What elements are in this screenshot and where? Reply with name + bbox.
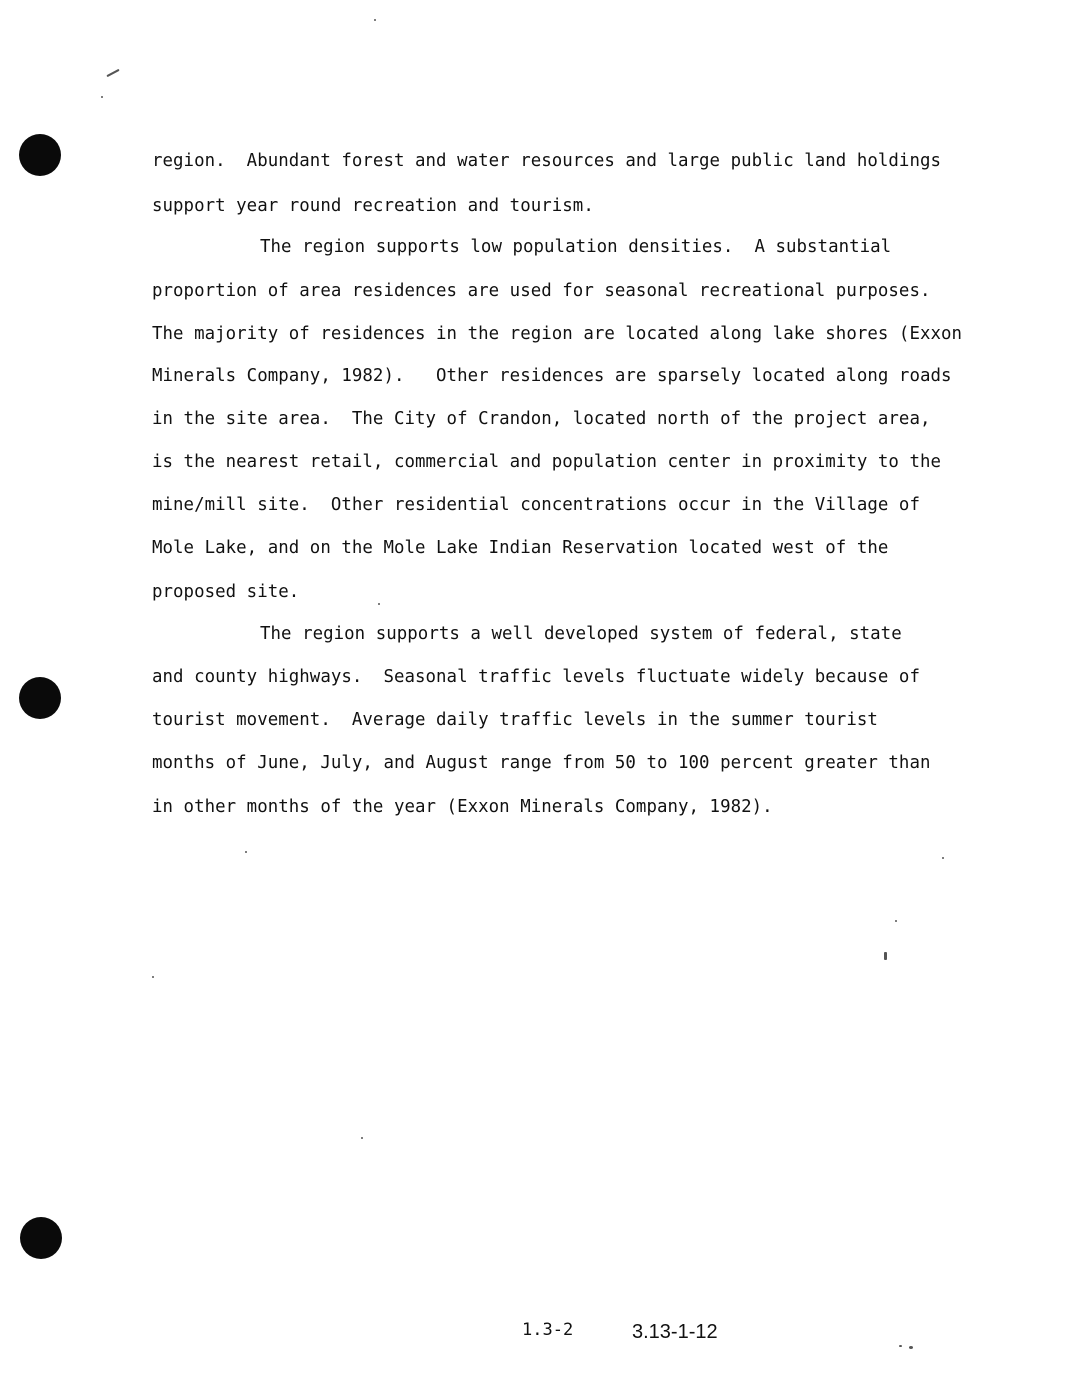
paragraph-3-line-1: The region supports a well developed system of federal, state [260, 624, 902, 644]
punch-hole-middle [19, 677, 61, 719]
scan-speck [361, 1137, 363, 1139]
scan-speck [101, 96, 103, 98]
scan-speck [378, 603, 380, 605]
paragraph-1-line-1: region. Abundant forest and water resources and large public land holdings [152, 151, 942, 171]
paragraph-1-line-2: support year round recreation and tourism. [152, 196, 594, 216]
paragraph-2-line-2: proportion of area residences are used for seasonal recreational purposes. [152, 281, 931, 301]
paragraph-3-line-3: tourist movement. Average daily traffic levels in the summer tourist [152, 710, 878, 730]
paragraph-2-line-9: proposed site. [152, 582, 300, 602]
document-id: 3.13-1-12 [632, 1321, 718, 1343]
paragraph-2-line-8: Mole Lake, and on the Mole Lake Indian Reservation located west of the [152, 538, 889, 558]
scan-speck [909, 1346, 913, 1349]
paragraph-3-line-5: in other months of the year (Exxon Minerals Company, 1982). [152, 797, 773, 817]
punch-hole-bottom [20, 1217, 62, 1259]
scan-speck [942, 857, 944, 859]
paragraph-3-line-4: months of June, July, and August range from 50 to 100 percent greater than [152, 753, 931, 773]
page-number: 1.3-2 [522, 1320, 574, 1340]
paragraph-2-line-7: mine/mill site. Other residential concentrations occur in the Village of [152, 495, 920, 515]
scan-speck [245, 851, 247, 853]
scan-mark [106, 69, 119, 77]
scan-mark [884, 952, 887, 960]
paragraph-2-line-5: in the site area. The City of Crandon, located north of the project area, [152, 409, 931, 429]
paragraph-3-line-2: and county highways. Seasonal traffic levels fluctuate widely because of [152, 667, 920, 687]
paragraph-2-line-1: The region supports low population densities. A substantial [260, 237, 892, 257]
paragraph-2-line-3: The majority of residences in the region are located along lake shores (Exxon [152, 324, 963, 344]
punch-hole-top [19, 134, 61, 176]
scan-speck [899, 1345, 902, 1347]
paragraph-2-line-6: is the nearest retail, commercial and population center in proximity to the [152, 452, 942, 472]
scan-speck [374, 19, 376, 21]
scan-speck [895, 920, 897, 922]
paragraph-2-line-4: Minerals Company, 1982). Other residences are sparsely located along roads [152, 366, 952, 386]
scan-speck [152, 976, 154, 978]
